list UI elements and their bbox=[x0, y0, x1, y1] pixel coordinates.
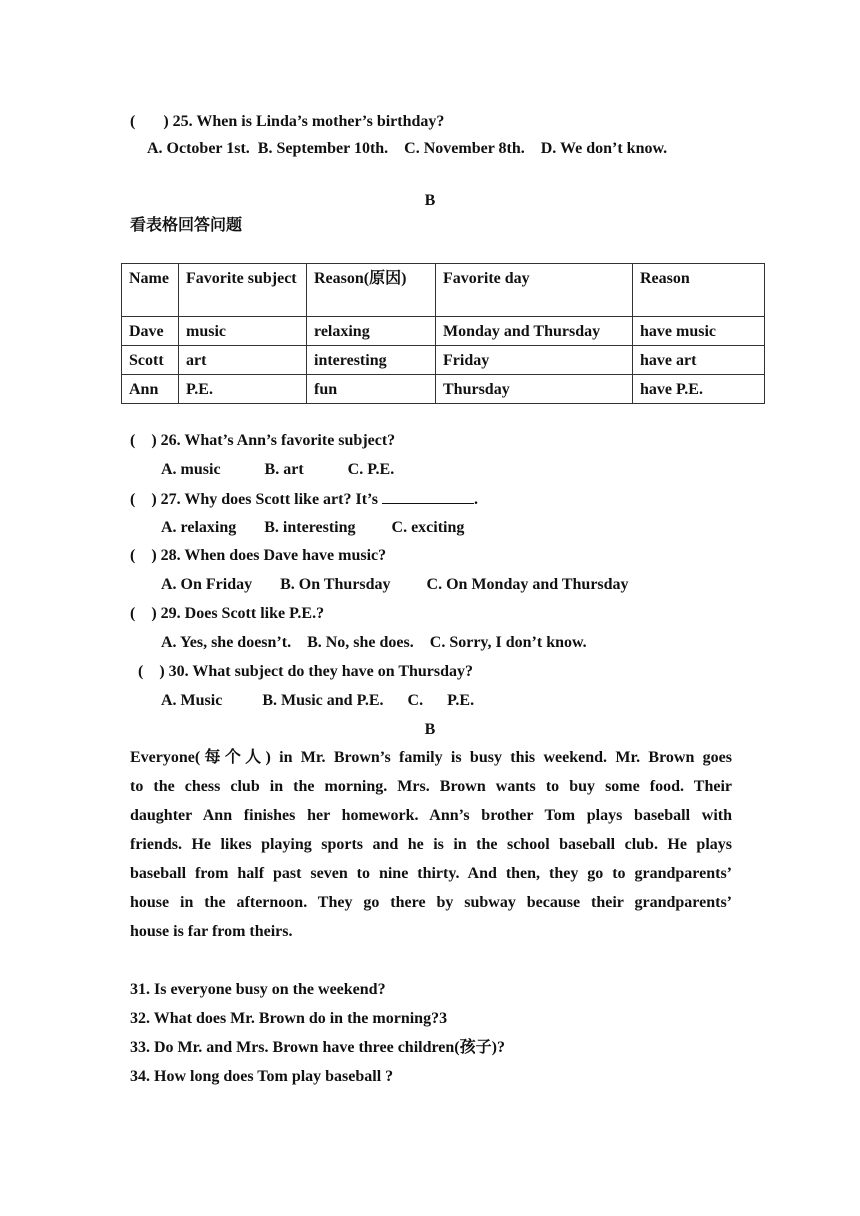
question-26-options: A. music B. art C. P.E. bbox=[161, 461, 395, 478]
table-cell: relaxing bbox=[307, 317, 436, 346]
table-cell: fun bbox=[307, 375, 436, 404]
table-row bbox=[122, 375, 765, 404]
table-cell: have music bbox=[633, 317, 765, 346]
question-28: ( ) 28. When does Dave have music? bbox=[130, 547, 387, 564]
table-cell: have art bbox=[633, 346, 765, 375]
table-cell: art bbox=[179, 346, 307, 375]
question-27-end: . bbox=[473, 491, 478, 508]
question-26: ( ) 26. What’s Ann’s favorite subject? bbox=[130, 432, 396, 449]
passage-line: to the chess club in the morning. Mrs. Brown wants to buy some food. Their bbox=[130, 778, 732, 795]
table-row bbox=[122, 346, 765, 375]
subject-table bbox=[121, 263, 765, 404]
section-heading-b: B bbox=[424, 192, 436, 209]
passage-line: daughter Ann finishes her homework. Ann’s brother Tom plays baseball with bbox=[130, 807, 732, 824]
question-30-options: A. Music B. Music and P.E. C. P.E. bbox=[161, 692, 475, 709]
table-header-row bbox=[122, 264, 765, 317]
answer-blank bbox=[382, 489, 474, 504]
question-25: ( ) 25. When is Linda’s mother’s birthday? bbox=[130, 113, 445, 130]
table-header-cell: Favorite day bbox=[436, 264, 633, 317]
table-row bbox=[122, 317, 765, 346]
passage-line: Everyone(每个人) in Mr. Brown’s family is busy this weekend. Mr. Brown goes bbox=[130, 749, 732, 766]
table-header-cell: Reason bbox=[633, 264, 765, 317]
table-cell: music bbox=[179, 317, 307, 346]
question-29-options: A. Yes, she doesn’t. B. No, she does. C. Sorry, I don’t know. bbox=[161, 634, 587, 651]
open-question-33: 33. Do Mr. and Mrs. Brown have three children(孩子)? bbox=[130, 1039, 505, 1056]
table-cell: Ann bbox=[122, 375, 179, 404]
table-header-cell: Reason(原因) bbox=[307, 264, 436, 317]
open-question-31: 31. Is everyone busy on the weekend? bbox=[130, 981, 386, 998]
question-28-options: A. On Friday B. On Thursday C. On Monday and Thursday bbox=[161, 576, 629, 593]
question-27-options: A. relaxing B. interesting C. exciting bbox=[161, 519, 465, 536]
table-cell: Friday bbox=[436, 346, 633, 375]
passage-line: house in the afternoon. They go there by subway because their grandparents’ bbox=[130, 894, 732, 911]
open-question-32: 32. What does Mr. Brown do in the morning?3 bbox=[130, 1010, 448, 1027]
open-question-34: 34. How long does Tom play baseball ? bbox=[130, 1068, 394, 1085]
section-instruction: 看表格回答问题 bbox=[130, 217, 243, 234]
question-27-text: ( ) 27. Why does Scott like art? It’s bbox=[130, 491, 378, 508]
table-header-cell: Favorite subject bbox=[179, 264, 307, 317]
question-25-options: A. October 1st. B. September 10th. C. November 8th. D. We don’t know. bbox=[147, 140, 668, 157]
table-cell: P.E. bbox=[179, 375, 307, 404]
question-29: ( ) 29. Does Scott like P.E.? bbox=[130, 605, 325, 622]
question-27 bbox=[130, 489, 478, 510]
passage-line: house is far from theirs. bbox=[130, 923, 293, 940]
table-cell: Dave bbox=[122, 317, 179, 346]
table-cell: interesting bbox=[307, 346, 436, 375]
table-cell: have P.E. bbox=[633, 375, 765, 404]
question-30: ( ) 30. What subject do they have on Thursday? bbox=[130, 663, 474, 680]
section-heading-b-2: B bbox=[424, 721, 436, 738]
table-cell: Monday and Thursday bbox=[436, 317, 633, 346]
passage-line: friends. He likes playing sports and he is in the school baseball club. He plays bbox=[130, 836, 732, 853]
table-cell: Scott bbox=[122, 346, 179, 375]
passage-line: baseball from half past seven to nine thirty. And then, they go to grandparents’ bbox=[130, 865, 732, 882]
table-header-cell: Name bbox=[122, 264, 179, 317]
table-cell: Thursday bbox=[436, 375, 633, 404]
